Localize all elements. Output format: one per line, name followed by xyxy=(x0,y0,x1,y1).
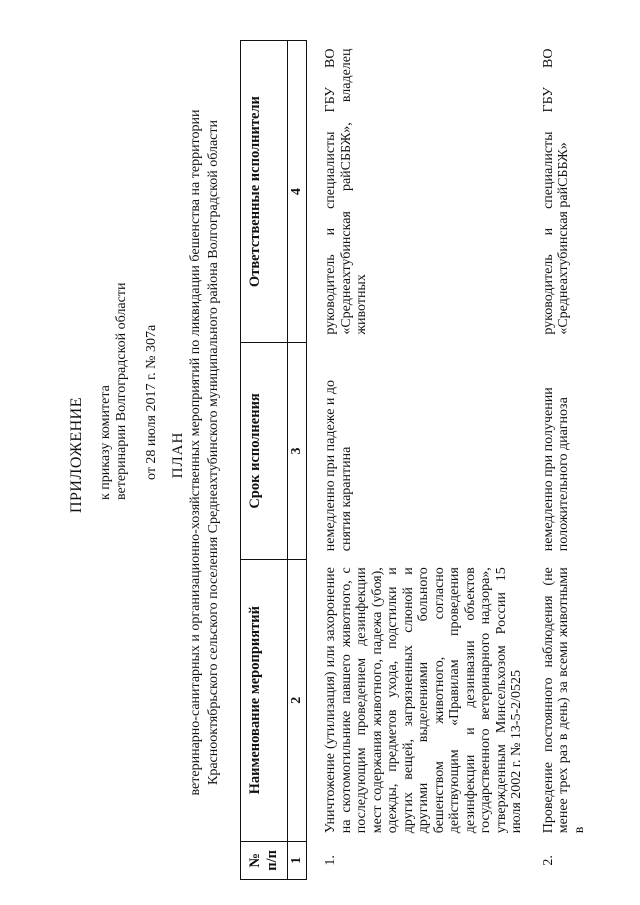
appendix-line-1: к приказу комитета xyxy=(98,385,113,500)
table-row xyxy=(307,41,525,880)
row-term: немедленно при падеже и до снятия карантина xyxy=(323,379,354,552)
table-index-row xyxy=(288,41,307,880)
row-responsible: руководитель и специалисты ГБУ ВО «Среднеахтубинская райСББЖ» xyxy=(540,48,571,335)
row-number: 2. xyxy=(540,855,556,866)
plan-subtitle-line-1: ветеринарно-санитарных и организационно-хозяйственных мероприятий по ликвидации бешенства на территории xyxy=(188,109,203,796)
row-term: немедленно при получении положительного диагноза xyxy=(540,387,571,552)
table-header-row xyxy=(241,41,288,880)
appendix-line-2: ветеринарии Волгоградской области xyxy=(114,282,129,500)
plan-table xyxy=(240,40,587,880)
index-cell: 3 xyxy=(288,343,307,560)
row-number: 1. xyxy=(323,855,338,866)
row-action: Уничтожение (утилизация) или захоронение на скотомогильнике павшего животного, с последующим проведением дезинфекции мест содержания животного, падежа (убоя), одежды, предметов ухода, подстилки и других вещей, загрязненных слюной и другими выделениями больного бешенством животного, согласно действующим «Правилам проведения дезинфекции и дезинвазии объектов государственного ветеринарного надзора», утвержденным Минсельхозом России 15 июля 2002 г. № 13-5-2/0525 xyxy=(323,567,524,834)
header-action: Наименование мероприятий xyxy=(241,559,288,841)
header-term: Срок исполнения xyxy=(241,343,288,560)
plan-title: ПЛАН xyxy=(170,431,186,479)
header-number: № п/п xyxy=(241,841,288,879)
index-cell: 4 xyxy=(288,41,307,343)
index-cell: 1 xyxy=(288,841,307,879)
appendix-title: ПРИЛОЖЕНИЕ xyxy=(68,397,85,514)
appendix-date: от 28 июля 2017 г. № 307а xyxy=(144,324,159,480)
table-row xyxy=(525,41,588,880)
row-action: Проведение постоянного наблюдения (не менее трех раз в день) за всеми животными в xyxy=(540,567,587,834)
header-responsible: Ответственные исполнители xyxy=(241,41,288,343)
index-cell: 2 xyxy=(288,559,307,841)
plan-subtitle-line-2: Краснооктябрьского сельского поселения Среднеахтубинского муниципального района Волгоградской области xyxy=(206,120,221,786)
row-responsible: руководитель и специалисты ГБУ ВО «Среднеахтубинская райСББЖ», владелец животных xyxy=(323,48,369,335)
